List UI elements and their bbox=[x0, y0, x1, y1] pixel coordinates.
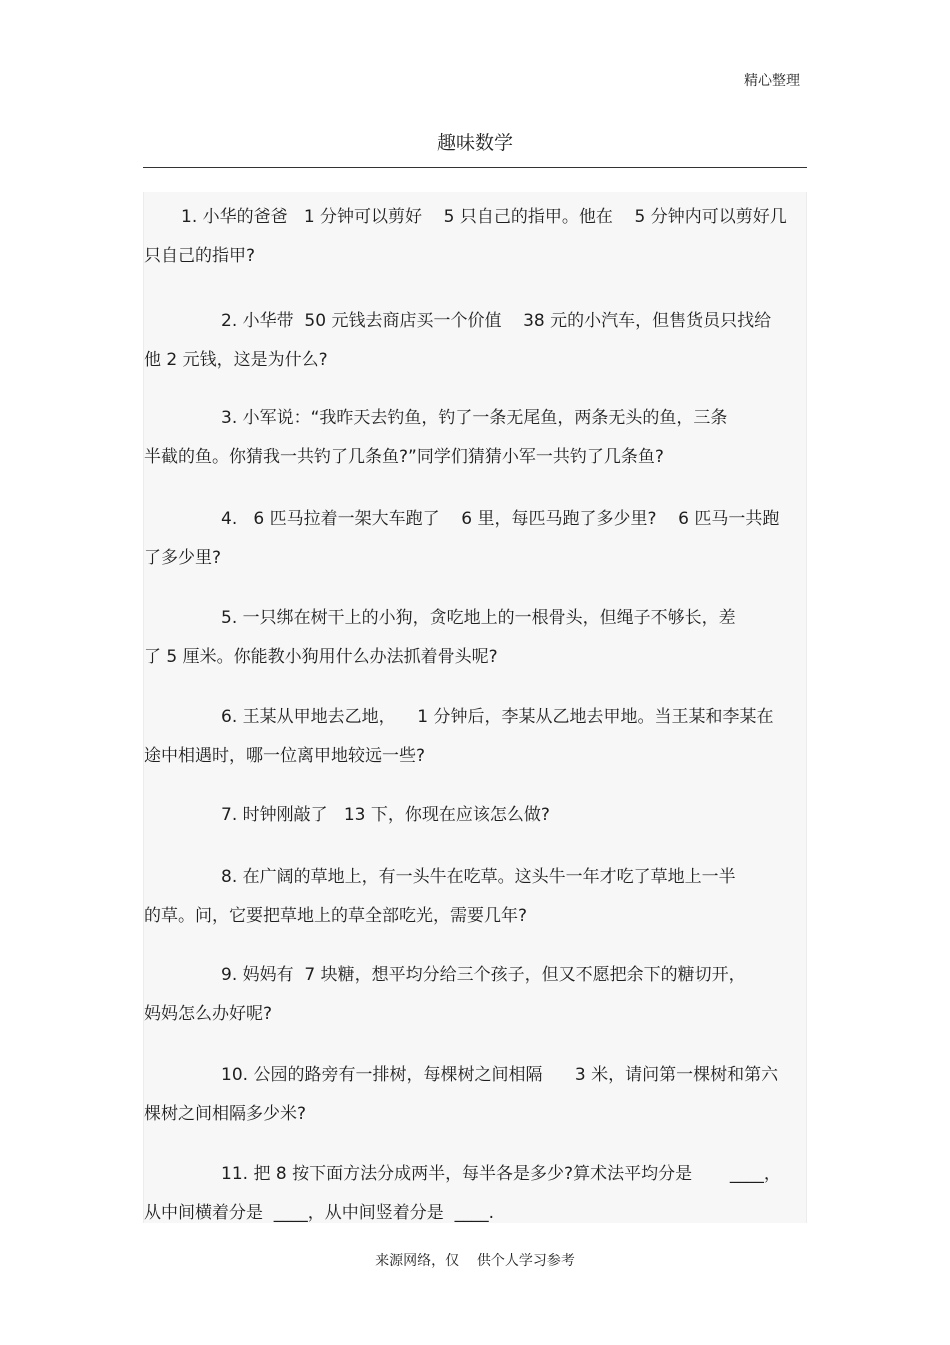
question-line: 棵树之间相隔多少米? bbox=[144, 1104, 307, 1124]
question-item bbox=[144, 1155, 806, 1223]
question-item bbox=[144, 500, 806, 578]
content-panel bbox=[143, 192, 807, 1223]
question-line: 8. 在广阔的草地上，有一头牛在吃草。这头牛一年才吃了草地上一半 bbox=[221, 867, 736, 887]
question-item bbox=[144, 796, 806, 835]
question-line: 2. 小华带 50 元钱去商店买一个价值 38 元的小汽车，但售货员只找给 bbox=[221, 311, 772, 331]
question-item bbox=[144, 956, 806, 1034]
header-note: 精心整理 bbox=[744, 73, 800, 89]
question-line: 从中间横着分是 ____，从中间竖着分是 ____. bbox=[144, 1203, 495, 1223]
question-item bbox=[144, 599, 806, 677]
question-line: 10. 公园的路旁有一排树，每棵树之间相隔 3 米，请问第一棵树和第六 bbox=[221, 1065, 779, 1085]
question-line: 7. 时钟刚敲了 13 下，你现在应该怎么做? bbox=[221, 805, 550, 825]
question-line: 1. 小华的爸爸 1 分钟可以剪好 5 只自己的指甲。他在 5 分钟内可以剪好几 bbox=[181, 207, 787, 227]
question-line: 5. 一只绑在树干上的小狗，贪吃地上的一根骨头，但绳子不够长，差 bbox=[221, 608, 736, 628]
question-line: 他 2 元钱，这是为什么? bbox=[144, 350, 328, 370]
question-line: 11. 把 8 按下面方法分成两半，每半各是多少?算术法平均分是 ____， bbox=[221, 1164, 781, 1184]
footer-note: 来源网络，仅 供个人学习参考 bbox=[375, 1253, 575, 1269]
question-line: 只自己的指甲? bbox=[144, 246, 256, 266]
question-item bbox=[144, 698, 806, 776]
question-line: 4. 6 匹马拉着一架大车跑了 6 里，每匹马跑了多少里? 6 匹马一共跑 bbox=[221, 509, 780, 529]
question-line: 6. 王某从甲地去乙地， 1 分钟后，李某从乙地去甲地。当王某和李某在 bbox=[221, 707, 774, 727]
question-item bbox=[144, 302, 806, 380]
question-line: 了 5 厘米。你能教小狗用什么办法抓着骨头呢? bbox=[144, 647, 498, 667]
title-divider bbox=[143, 167, 807, 168]
question-line: 半截的鱼。你猜我一共钓了几条鱼?”同学们猜猜小军一共钓了几条鱼? bbox=[144, 447, 664, 467]
question-line: 的草。问，它要把草地上的草全部吃光，需要几年? bbox=[144, 906, 528, 926]
question-line: 妈妈怎么办好呢? bbox=[144, 1004, 273, 1024]
question-item bbox=[144, 858, 806, 936]
question-item bbox=[144, 198, 806, 276]
question-item bbox=[144, 399, 806, 477]
question-item bbox=[144, 1056, 806, 1134]
question-line: 3. 小军说：“我昨天去钓鱼，钓了一条无尾鱼，两条无头的鱼，三条 bbox=[221, 408, 728, 428]
question-line: 途中相遇时，哪一位离甲地较远一些? bbox=[144, 746, 426, 766]
question-line: 9. 妈妈有 7 块糖，想平均分给三个孩子，但又不愿把余下的糖切开， bbox=[221, 965, 746, 985]
document-title: 趣味数学 bbox=[436, 132, 513, 154]
question-line: 了多少里? bbox=[144, 548, 222, 568]
